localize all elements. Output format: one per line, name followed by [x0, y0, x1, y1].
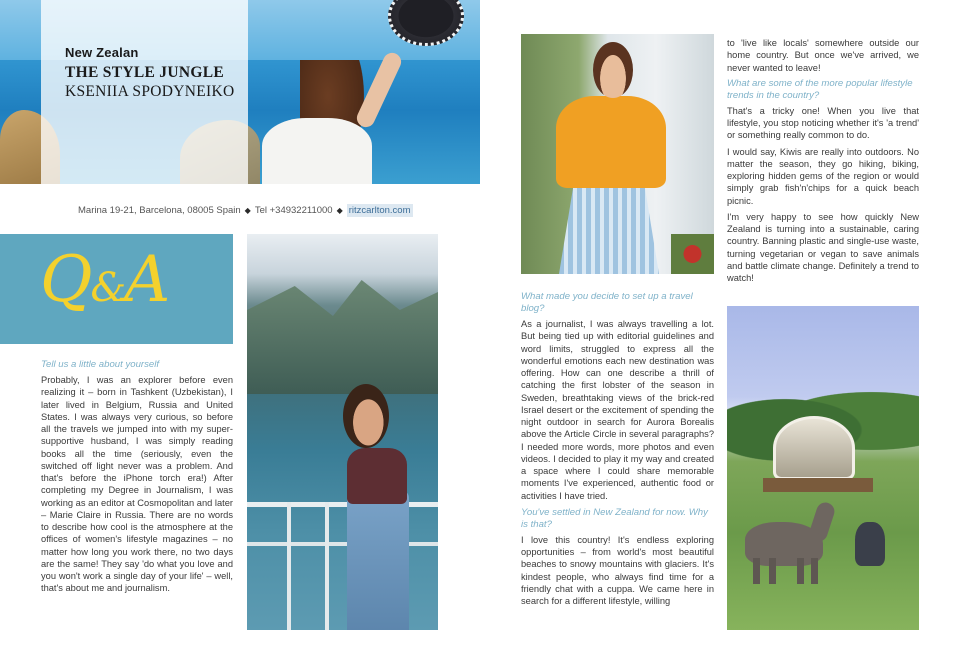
- alpaca-leg: [811, 558, 818, 584]
- separator-icon: ◆: [336, 206, 343, 215]
- skirt: [559, 182, 659, 274]
- mountains: [247, 274, 438, 394]
- alpaca-photo: [727, 306, 919, 630]
- continued-text: to 'live like locals' somewhere outside our home country. But once we've arrived, we never wanted to leave!: [727, 38, 919, 73]
- railing: [247, 542, 438, 546]
- question: What are some of the more popular lifestyle trends in the country?: [727, 77, 913, 101]
- phone: Tel +34932211000: [254, 205, 333, 216]
- answer: I'm very happy to see how quickly New Zealand is turning into a sustainable, caring country. Banning plastic and single-use waste, turning vegetarian or vegan to save animals and battle climate change. Definitely a trend to watch!: [727, 211, 919, 283]
- answer: Probably, I was an explorer before even realizing it – born in Tashkent (Uzbekistan), I later lived in Belgium, Russia and United States. I was always very curious, so before all the travels we jumped into with my super-supportive husband, I was simply reading books all the time (seriously, even the switched off light never was a problem. And that's before the iPhone torch era!) After completing my Degree in Journalism, I was working as an editor at Cosmopolitan and later – Marie Claire in Russia. There are no words to describe how cool is the atmosphere at the offices of women's lifestyle magazines – no matter how long you work there, no two days are the same! They say 'do what you love and you won't work a single day of your life' – well, that's about me and journalism.: [41, 375, 233, 594]
- article-column-middle: [521, 291, 714, 611]
- question: You've settled in New Zealand for now. Why is that?: [521, 506, 708, 530]
- flowers: [671, 234, 714, 274]
- railing-post: [287, 502, 291, 630]
- alpaca-leg: [753, 558, 760, 584]
- country-label: New Zealan: [65, 45, 139, 60]
- contact-line: [78, 205, 413, 216]
- head: [343, 384, 389, 448]
- question: Tell us a little about yourself: [41, 359, 160, 370]
- answer: That's a tricky one! When you live that lifestyle, you stop noticing whether it's 'a trend' or something really common to do.: [727, 105, 919, 141]
- qa-badge: [0, 234, 233, 344]
- answer: I would say, Kiwis are really into outdoors. No matter the season, they go hiking, biking, exploring hidden gems of the region or would simply grab fish'n'chips for a quick beach picnic.: [727, 146, 919, 206]
- woman: [855, 522, 885, 566]
- pod-cabin: [773, 416, 855, 480]
- separator-icon: ◆: [244, 206, 251, 215]
- alpaca-leg: [769, 558, 776, 584]
- sweater: [556, 96, 666, 188]
- answer: I love this country! It's endless exploring opportunities – from world's most beautiful beaches to snowy mountains with glaciers. It's kindest people, who always find time for a friendly chat with a cuppa. We came here in search for a different lifestyle, willing: [521, 534, 714, 606]
- answer: As a journalist, I was always travelling a lot. But being tied up with editorial guidelines and word limits, struggled to express all the wonderful emotions each new destination was offering. How can one describe a thrill of catching the first lobster of the season in Sweden, breathtaking views of the brick-red Israel desert or the excitement of spending the night outdoor in search for Aurora Borealis above the Article Circle in several paragraphs? I needed more words, more photos and even videos. I decided to play it my way and created a space where I could share memorable moments I've experienced, authentic food or activities I have tried.: [521, 319, 714, 501]
- top: [347, 448, 407, 504]
- magazine-title: THE STYLE JUNGLE: [65, 64, 224, 81]
- overalls: [347, 490, 409, 630]
- alpaca-leg: [797, 558, 804, 584]
- shirt: [262, 118, 372, 184]
- qa-q: Q: [40, 243, 91, 317]
- qa-heading: [40, 243, 169, 317]
- article-column-left: [41, 359, 233, 599]
- railing-post: [325, 502, 329, 630]
- qa-a: A: [124, 243, 169, 317]
- address: Marina 19-21, Barcelona, 08005 Spain: [78, 205, 241, 216]
- deck: [763, 478, 873, 492]
- head: [593, 42, 633, 98]
- qa-ampersand: &: [90, 265, 125, 311]
- fjord-photo: [247, 234, 438, 630]
- author-name: KSENIIA SPODYNEIKO: [65, 83, 235, 100]
- question: What made you decide to set up a travel blog?: [521, 291, 693, 314]
- article-column-right: [727, 37, 919, 288]
- website-link[interactable]: ritzcarlton.com: [348, 205, 411, 216]
- railing: [247, 502, 438, 507]
- portrait-photo: [521, 34, 714, 274]
